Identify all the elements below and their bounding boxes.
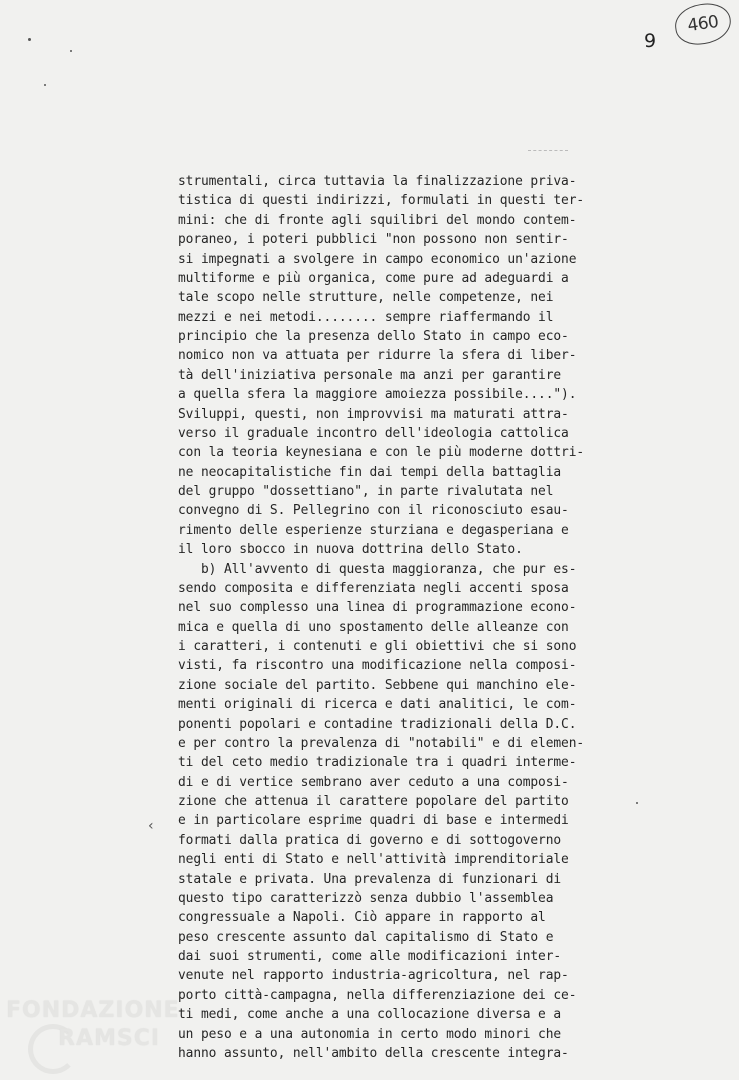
archive-number: 460 <box>686 11 720 37</box>
text-line: verso il graduale incontro dell'ideologia cattolica <box>178 425 569 441</box>
text-line: mini: che di fronte agli squilibri del mondo contem- <box>178 212 577 228</box>
text-line: zione che attenua il carattere popolare del partito <box>178 794 569 809</box>
text-line: con la teoria keynesiana e con le più moderne dottri- <box>178 445 585 461</box>
text-line: b) All'avvento di questa maggioranza, che pur es- <box>178 561 577 577</box>
text-line: il loro sbocco in nuova dottrina dello Stato. <box>178 542 523 558</box>
ink-speck <box>44 84 46 86</box>
text-line: mica e quella di uno spostamento delle alleanze con <box>178 619 569 635</box>
text-line: i caratteri, i contenuti e gli obiettivi che si sono <box>178 639 577 654</box>
ink-speck <box>28 38 31 41</box>
text-line: menti originali di ricerca e dati analitici, le com- <box>178 697 577 713</box>
text-line: congressuale a Napoli. Ciò appare in rapporto al <box>178 910 546 926</box>
text-line: ti del ceto medio tradizionale tra i quadri interme- <box>178 755 577 771</box>
text-line: principio che la presenza dello Stato in campo eco- <box>178 329 569 344</box>
text-line: rimento delle esperienze sturziana e degasperiana e <box>178 522 569 538</box>
text-line: ne neocapitalistiche fin dai tempi della battaglia <box>178 464 562 480</box>
archive-number-stamp <box>672 0 733 47</box>
text-line: strumentali, circa tuttavia la finalizzazione priva- <box>178 174 577 189</box>
text-line: un peso e a una autonomia in certo modo minori che <box>178 1026 562 1042</box>
text-line: a quella sfera la maggiore amoiezza possibile...."). <box>178 387 577 403</box>
text-line: tistica di questi indirizzi, formulati in questi ter- <box>178 193 585 209</box>
text-line: di e di vertice sembrano aver ceduto a una composi- <box>178 774 569 790</box>
text-line: dai suoi strumenti, come alle modificazioni inter- <box>178 949 562 964</box>
text-line: formati dalla pratica di governo e di sottogoverno <box>178 832 562 848</box>
ink-speck <box>70 50 72 52</box>
text-line: si impegnati a svolgere in campo economico un'azione <box>178 251 577 267</box>
watermark-line-1: FONDAZIONE <box>6 998 180 1023</box>
page-number: 9 <box>644 30 657 52</box>
text-line: ponenti popolari e contadine tradizionali della D.C. <box>178 716 577 732</box>
text-line: statale e privata. Una prevalenza di funzionari di <box>178 871 562 887</box>
text-line: zione sociale del partito. Sebbene qui manchino ele- <box>178 677 577 693</box>
text-line: nomico non va attuata per ridurre la sfera di liber- <box>178 348 577 364</box>
text-line: tà dell'iniziativa personale ma anzi per garantire <box>178 367 562 383</box>
text-line: porto città-campagna, nella differenziazione dei ce- <box>178 987 577 1003</box>
text-line: sendo composita e differenziata negli accenti sposa <box>178 580 569 596</box>
typed-body-text <box>178 172 648 1063</box>
text-line: poraneo, i poteri pubblici "non possono non sentir- <box>178 232 569 248</box>
text-line: e per contro la prevalenza di "notabili" e di elemen- <box>178 735 585 751</box>
text-line: peso crescente assunto dal capitalismo di Stato e <box>178 929 554 945</box>
margin-mark: ‹ <box>148 818 154 834</box>
text-line: questo tipo caratterizzò senza dubbio l'assemblea <box>178 890 554 906</box>
faint-pencil-marks <box>528 150 568 163</box>
text-line: multiforme e più organica, come pure ad adeguardi a <box>178 270 569 286</box>
text-line: negli enti di Stato e nell'attività imprenditoriale <box>178 852 569 868</box>
text-line: mezzi e nei metodi........ sempre riaffermando il <box>178 309 554 325</box>
text-line: venute nel rapporto industria-agricoltura, nel rap- <box>178 968 569 984</box>
fondazione-gramsci-watermark <box>6 996 206 1076</box>
watermark-line-2: RAMSCI <box>58 1026 161 1051</box>
text-line: nel suo complesso una linea di programmazione econo- <box>178 600 577 616</box>
text-line: del gruppo "dossettiano", in parte rivalutata nel <box>178 484 554 499</box>
text-line: Sviluppi, questi, non improvvisi ma maturati attra- <box>178 406 569 422</box>
text-line: visti, fa riscontro una modificazione nella composi- <box>178 658 577 674</box>
text-line: ti medi, come anche a una collocazione diversa e a <box>178 1007 562 1023</box>
text-line: hanno assunto, nell'ambito della crescente integra- <box>178 1045 569 1061</box>
text-line: tale scopo nelle strutture, nelle competenze, nei <box>178 290 554 306</box>
text-line: convegno di S. Pellegrino con il riconosciuto esau- <box>178 503 569 519</box>
text-line: e in particolare esprime quadri di base e intermedi <box>178 813 569 829</box>
